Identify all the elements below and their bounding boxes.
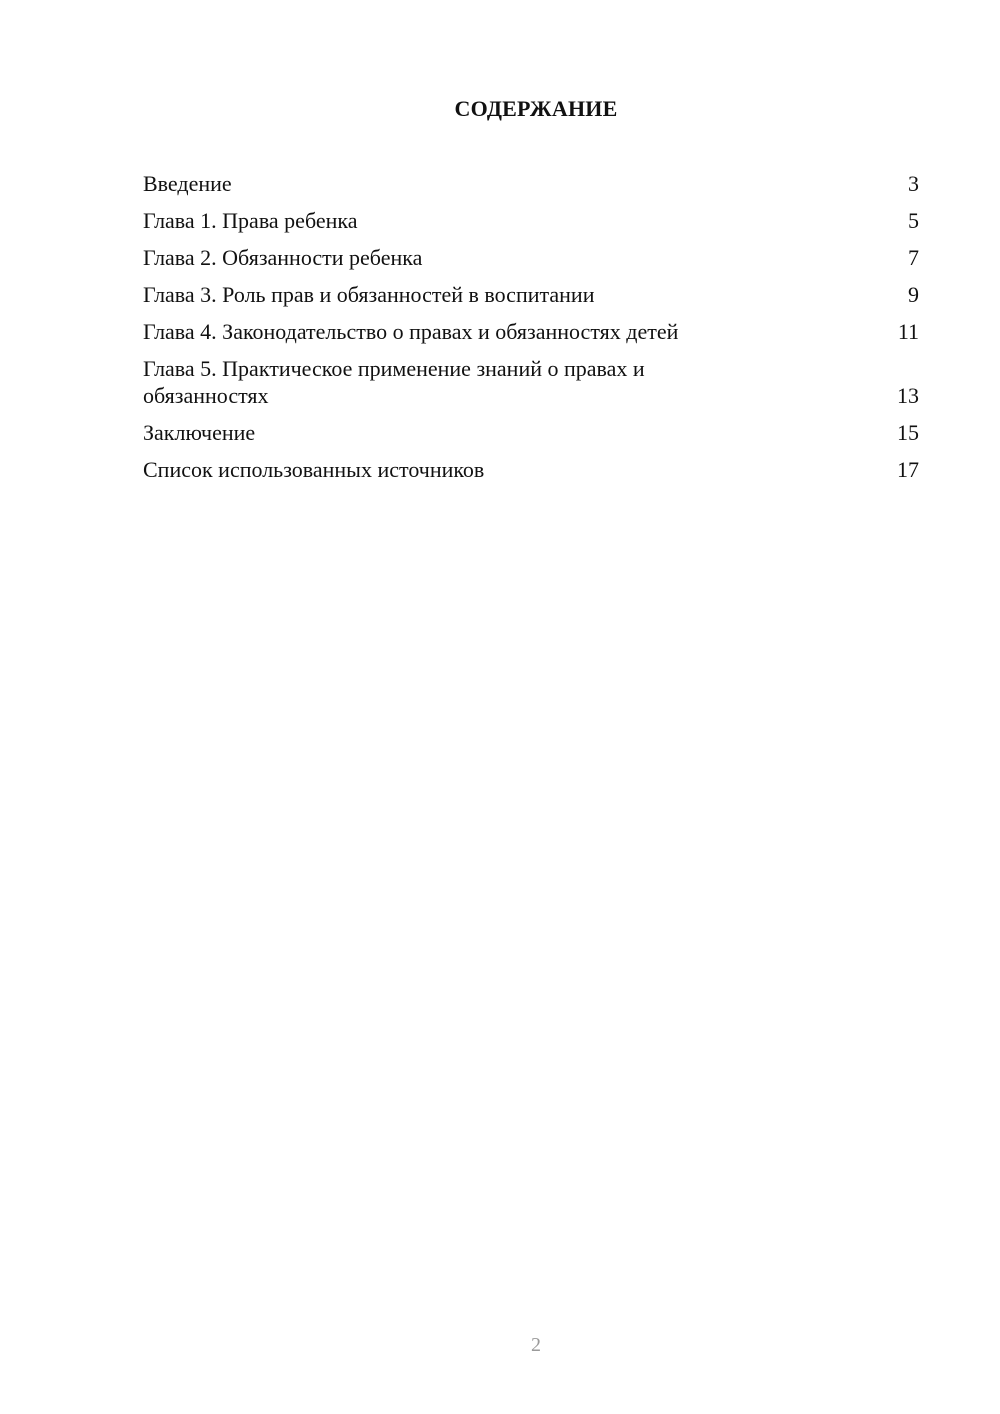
toc-item-label: Глава 1. Права ребенка xyxy=(143,208,358,233)
toc-item xyxy=(143,318,919,345)
toc-item-label: Глава 5. Практическое применение знаний о правах и обязанностях xyxy=(143,356,645,408)
toc-item-label: Глава 4. Законодательство о правах и обязанностях детей xyxy=(143,319,679,344)
toc-item-label: Список использованных источников xyxy=(143,457,485,482)
toc-item-page: 13 xyxy=(897,383,919,408)
page-title: СОДЕРЖАНИЕ xyxy=(454,96,618,121)
toc-item-page: 15 xyxy=(897,420,919,445)
toc-item-label: Заключение xyxy=(143,420,256,445)
toc-item xyxy=(143,207,919,234)
toc-item xyxy=(143,456,919,483)
toc-item xyxy=(143,355,919,409)
toc-item-page: 11 xyxy=(897,319,919,344)
toc-item-page: 17 xyxy=(897,457,919,482)
toc-item-page: 3 xyxy=(908,171,919,196)
toc-item-page: 5 xyxy=(908,208,919,233)
toc-item-label: Введение xyxy=(143,171,232,196)
table-of-contents xyxy=(143,170,919,493)
toc-item xyxy=(143,419,919,446)
toc-item xyxy=(143,170,919,197)
toc-item xyxy=(143,281,919,308)
page-number: 2 xyxy=(531,1334,541,1356)
toc-item-page: 9 xyxy=(908,282,919,307)
toc-item-label: Глава 3. Роль прав и обязанностей в воспитании xyxy=(143,282,595,307)
toc-item-label: Глава 2. Обязанности ребенка xyxy=(143,245,423,270)
toc-item-page: 7 xyxy=(908,245,919,270)
toc-item xyxy=(143,244,919,271)
